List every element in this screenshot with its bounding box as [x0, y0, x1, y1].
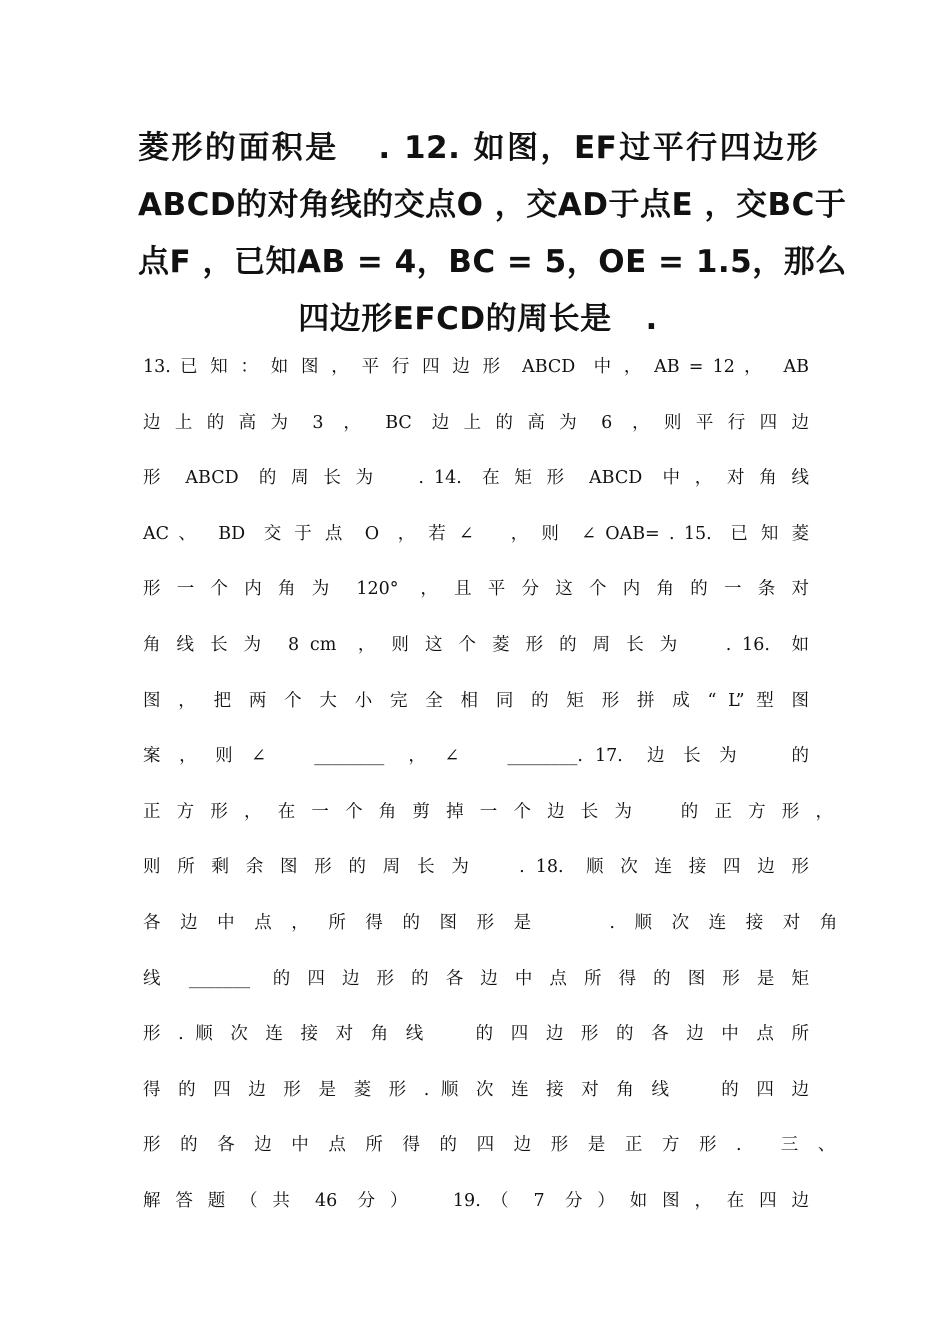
body-line: 线 _______ 的 四 边 形 的 各 边 中 点 所 得 的 图 形 是 矩: [143, 968, 809, 989]
body-line: 形 . 顺 次 连 接 对 角 线 的 四 边 形 的 各 边 中 点 所: [143, 1024, 809, 1045]
body-line: 13. 已 知 ： 如 图 ， 平 行 四 边 形 ABCD 中 ， AB = 12 ， AB: [143, 357, 809, 377]
body-line: 图 ， 把 两 个 大 小 完 全 相 同 的 矩 形 拼 成 “ L” 型 图: [143, 690, 809, 711]
body-paragraph: [143, 340, 838, 1230]
body-line: 案 ， 则 ∠ ________ ， ∠ ________. 17. 边 长 为 的: [143, 746, 809, 767]
heading-paragraph: [138, 120, 847, 348]
body-line: AC 、 BD 交 于 点 O ， 若 ∠ ， 则 ∠ OAB= . 15. 已 知 菱: [143, 523, 809, 544]
body-line: 形 ABCD 的 周 长 为 . 14. 在 矩 形 ABCD 中 ， 对 角 线: [143, 468, 809, 489]
heading-line: ABCD的对角线的交点O ，交AD于点E ，交BC于: [138, 187, 847, 223]
body-line: 边 上 的 高 为 3 ， BC 边 上 的 高 为 6 ， 则 平 行 四 边: [143, 412, 809, 433]
body-line: 正 方 形 ， 在 一 个 角 剪 掉 一 个 边 长 为 的 正 方 形 ，: [143, 801, 833, 822]
body-line: 角 线 长 为 8 cm ， 则 这 个 菱 形 的 周 长 为 . 16. 如: [143, 634, 809, 655]
body-line: 形 的 各 边 中 点 所 得 的 四 边 形 是 正 方 形 . 三 、: [143, 1135, 836, 1156]
body-line: 解 答 题 （ 共 46 分 ） 19. （ 7 分 ） 如 图 ， 在 四 边: [143, 1190, 809, 1211]
heading-line: 菱形的面积是 . 12. 如图，EF过平行四边形: [138, 130, 818, 166]
body-line: 形 一 个 内 角 为 120° ， 且 平 分 这 个 内 角 的 一 条 对: [143, 579, 809, 600]
body-line: 则 所 剩 余 图 形 的 周 长 为 . 18. 顺 次 连 接 四 边 形: [143, 857, 809, 878]
body-line: 各 边 中 点 ， 所 得 的 图 形 是 . 顺 次 连 接 对 角: [143, 912, 838, 933]
body-line: 得 的 四 边 形 是 菱 形 . 顺 次 连 接 对 角 线 的 四 边: [143, 1079, 809, 1100]
heading-line: 点F ，已知AB = 4，BC = 5，OE = 1.5，那么: [138, 244, 847, 280]
heading-line: 四边形EFCD的周长是 .: [298, 301, 658, 337]
